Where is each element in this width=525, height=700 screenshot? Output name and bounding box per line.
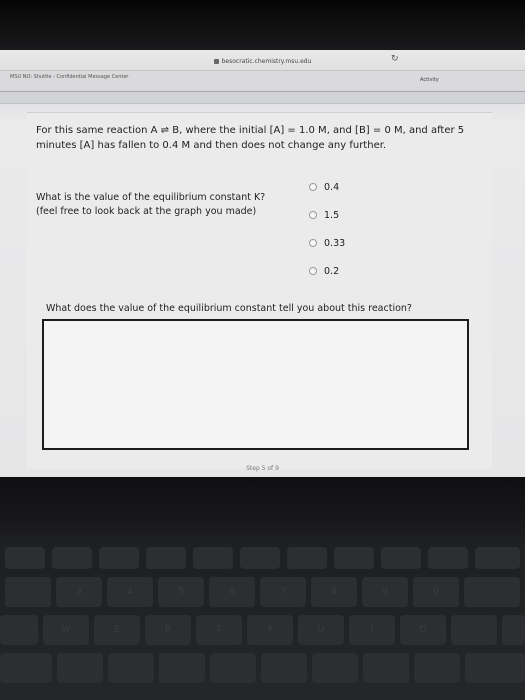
option-1-5[interactable] [309,208,389,222]
key-6: 6 [209,577,255,607]
key [428,547,468,569]
key-o: O [400,615,446,645]
key [363,653,409,683]
key-9: 9 [362,577,408,607]
key [261,653,307,683]
browser-chrome [0,50,525,92]
key-w: W [43,615,89,645]
key-8: 8 [311,577,357,607]
laptop-bezel-top [0,0,525,50]
option-label: 0.4 [324,181,340,193]
key [312,653,358,683]
lock-icon [214,59,219,64]
key [502,615,525,645]
option-label: 1.5 [324,209,340,221]
key [464,577,520,607]
option-label: 0.2 [324,265,340,277]
key-i: I [349,615,395,645]
key-e: E [94,615,140,645]
tab-bar [0,70,525,90]
question-card [27,112,492,469]
key [108,653,154,683]
key-4: 4 [107,577,153,607]
key [0,615,38,645]
sub-question-line2: (feel free to look back at the graph you made) [36,206,257,217]
tab-activity[interactable]: Activity [420,77,439,83]
key [334,547,374,569]
key [465,653,525,683]
option-0-4[interactable] [309,180,389,194]
radio-icon[interactable] [309,211,317,219]
key [159,653,205,683]
laptop-keyboard [0,537,525,700]
option-0-33[interactable] [309,236,389,250]
key-5: 5 [158,577,204,607]
url-text: besocratic.chemistry.msu.edu [221,57,312,65]
key-3: 3 [56,577,102,607]
key [451,615,497,645]
key-r: R [145,615,191,645]
key-u: U [298,615,344,645]
sub-question [36,191,306,219]
sub-question-line1: What is the value of the equilibrium constant K? [36,192,266,203]
page-header-strip [0,92,525,104]
key [193,547,233,569]
free-response-prompt: What does the value of the equilibrium constant tell you about this reaction? [46,303,412,314]
question-text: For this same reaction A ⇌ B, where the initial [A] = 1.0 M, and [B] = 0 M, and after 5 minutes [A] has fallen to 0.4 M and then does not change any further. [36,125,465,151]
key [5,547,45,569]
key [146,547,186,569]
key [0,653,52,683]
key [99,547,139,569]
step-indicator: Step 5 of 9 [246,465,279,472]
radio-icon[interactable] [309,183,317,191]
key-t: T [196,615,242,645]
option-label: 0.33 [324,237,346,249]
key [381,547,421,569]
page-content [0,92,525,477]
key [287,547,327,569]
key [240,547,280,569]
key [475,547,520,569]
key [210,653,256,683]
key-y: Y [247,615,293,645]
address-bar[interactable] [0,52,525,70]
key [414,653,460,683]
key-7: 7 [260,577,306,607]
radio-icon[interactable] [309,267,317,275]
tab-message-center[interactable]: MSU NO: Shuttle - Confidential Message Center [10,74,129,80]
key [52,547,92,569]
key [5,577,51,607]
radio-icon[interactable] [309,239,317,247]
free-response-textarea[interactable] [42,319,469,450]
laptop-bezel-bottom [0,477,525,537]
key [57,653,103,683]
key-0: 0 [413,577,459,607]
option-0-2[interactable] [309,264,389,278]
reload-icon[interactable]: ↻ [391,54,399,64]
